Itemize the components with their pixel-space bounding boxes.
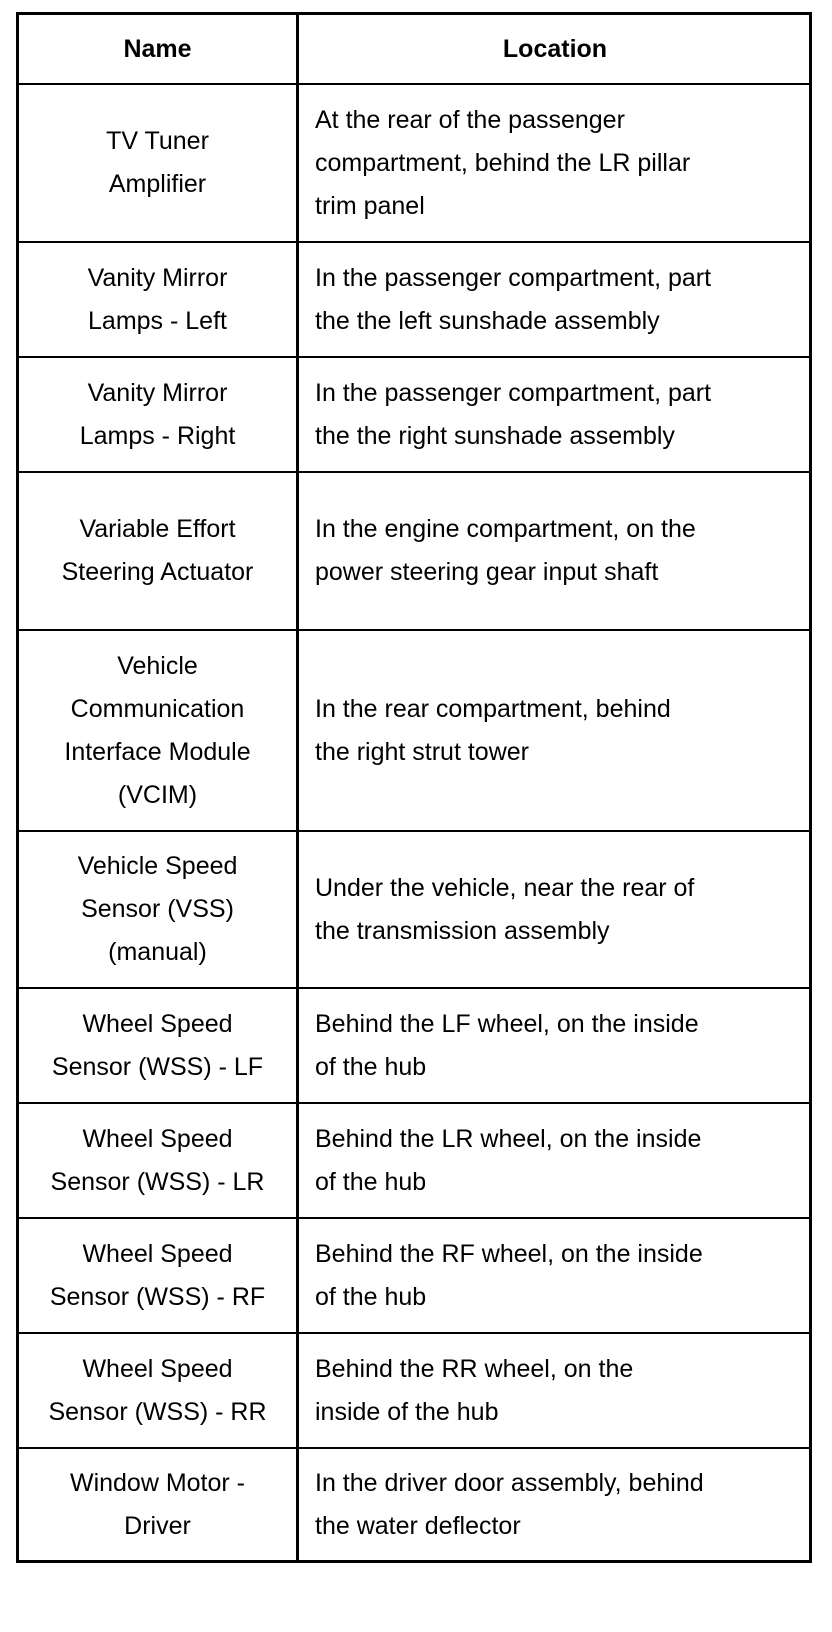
name-cell [19, 243, 299, 356]
table-row [19, 1332, 809, 1447]
component-location-table [16, 12, 812, 1563]
header-location: Location [502, 34, 608, 63]
name-text: Vehicle Communication Interface Module (VCIM) [64, 651, 251, 809]
name-text: Wheel Speed Sensor (WSS) - LF [51, 1009, 264, 1081]
name-text: Wheel Speed Sensor (WSS) - RF [49, 1239, 266, 1311]
name-cell [19, 358, 299, 471]
location-text: Behind the RR wheel, on the inside of the hub [315, 1354, 634, 1426]
location-text: In the passenger compartment, part the the left sunshade assembly [315, 263, 712, 335]
location-cell [299, 832, 809, 987]
table-row [19, 1217, 809, 1332]
name-cell [19, 1104, 299, 1217]
location-text: In the rear compartment, behind the right strut tower [315, 694, 671, 766]
name-text: Wheel Speed Sensor (WSS) - LR [50, 1124, 265, 1196]
location-text: In the engine compartment, on the power steering gear input shaft [315, 515, 696, 586]
location-text: Behind the LR wheel, on the inside of the hub [315, 1124, 702, 1196]
location-cell [299, 989, 809, 1102]
location-cell [299, 631, 809, 830]
name-cell [19, 473, 299, 629]
name-cell [19, 85, 299, 241]
location-text: Behind the RF wheel, on the inside of the hub [315, 1239, 703, 1311]
location-text: Behind the LF wheel, on the inside of the hub [315, 1009, 699, 1081]
location-cell [299, 1219, 809, 1332]
header-name: Name [19, 15, 299, 83]
location-cell [299, 243, 809, 356]
location-cell [299, 358, 809, 471]
name-text: Vanity Mirror Lamps - Left [87, 263, 228, 335]
location-cell [299, 85, 809, 241]
table-row [19, 987, 809, 1102]
table-row [19, 241, 809, 356]
location-text: Under the vehicle, near the rear of the transmission assembly [315, 873, 695, 945]
location-cell [299, 1334, 809, 1447]
location-cell [299, 1449, 809, 1560]
name-cell [19, 832, 299, 987]
name-cell [19, 1449, 299, 1560]
name-text: TV Tuner Amplifier [106, 127, 209, 198]
name-text: Wheel Speed Sensor (WSS) - RR [48, 1354, 267, 1426]
table-row [19, 1447, 809, 1560]
table-row [19, 830, 809, 987]
location-text: In the driver door assembly, behind the water deflector [315, 1468, 704, 1540]
table-row [19, 356, 809, 471]
name-cell [19, 1219, 299, 1332]
table-header-row [19, 15, 809, 83]
name-text: Variable Effort Steering Actuator [61, 515, 254, 586]
table-row [19, 629, 809, 830]
table-row [19, 471, 809, 629]
name-cell [19, 631, 299, 830]
table-row [19, 83, 809, 241]
location-text: At the rear of the passenger compartment, behind the LR pillar trim panel [315, 105, 691, 220]
name-cell [19, 989, 299, 1102]
location-cell [299, 1104, 809, 1217]
name-text: Window Motor - Driver [69, 1468, 246, 1540]
location-text: In the passenger compartment, part the the right sunshade assembly [315, 378, 712, 450]
name-cell [19, 1334, 299, 1447]
table-row [19, 1102, 809, 1217]
name-text: Vehicle Speed Sensor (VSS) (manual) [77, 852, 238, 966]
name-text: Vanity Mirror Lamps - Right [79, 378, 236, 450]
location-cell [299, 473, 809, 629]
